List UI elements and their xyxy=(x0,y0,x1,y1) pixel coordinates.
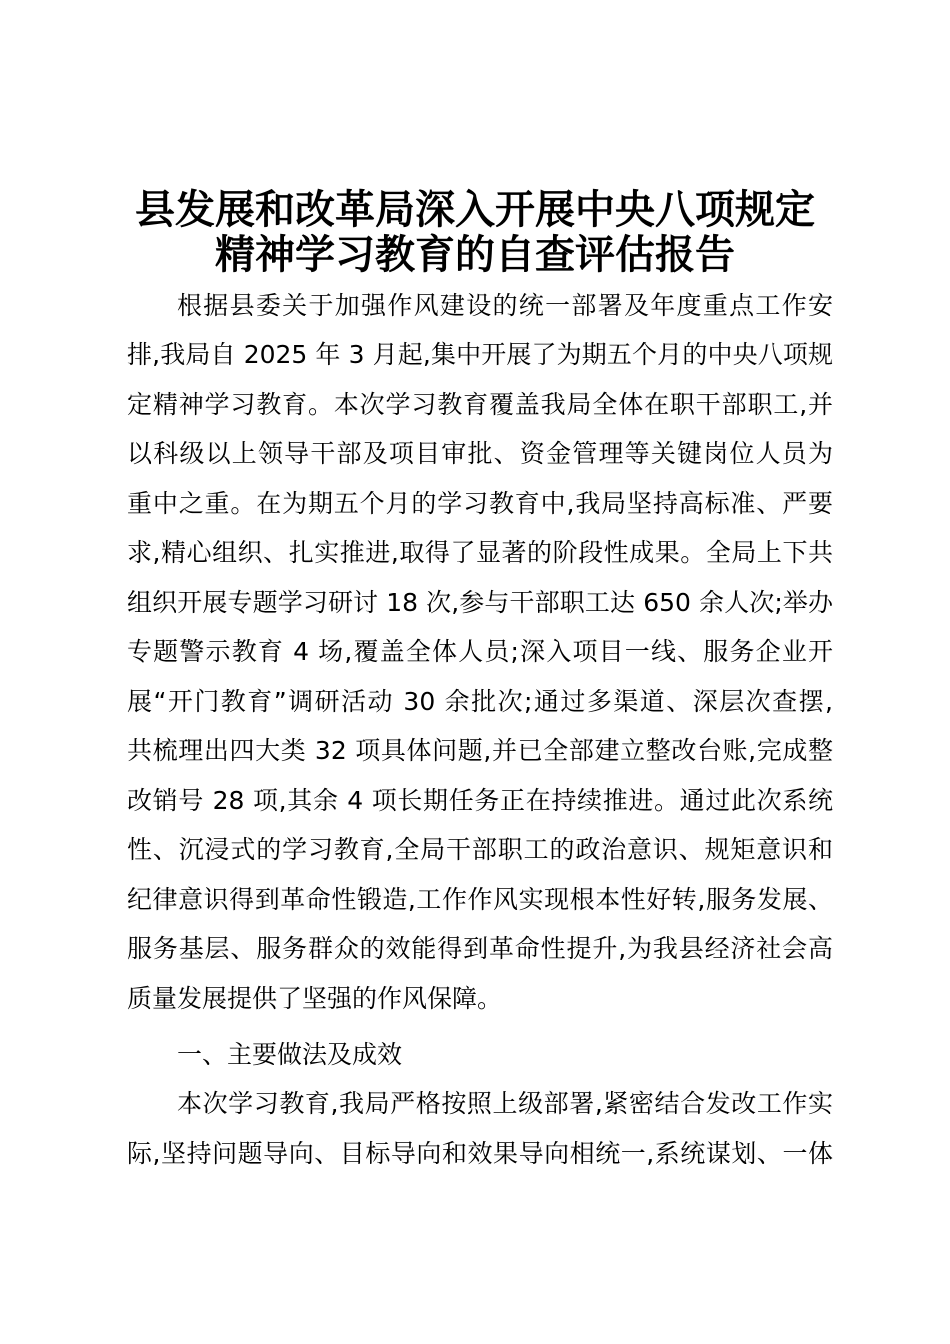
paragraph-line: 服务基层、服务群众的效能得到革命性提升,为我县经济社会高 xyxy=(127,934,833,963)
paragraph-line: 质量发展提供了坚强的作风保障。 xyxy=(127,984,503,1013)
paragraph-line: 共梳理出四大类 32 项具体问题,并已全部建立整改台账,完成整 xyxy=(127,736,833,765)
paragraph-line: 求,精心组织、扎实推进,取得了显著的阶段性成果。全局上下共 xyxy=(127,538,833,567)
paragraph-line: 性、沉浸式的学习教育,全局干部职工的政治意识、规矩意识和 xyxy=(127,835,833,864)
paragraph-line: 展“开门教育”调研活动 30 余批次;通过多渠道、深层次查摆, xyxy=(127,687,833,716)
section-heading: 一、主要做法及成效 xyxy=(177,1040,403,1069)
paragraph-line: 定精神学习教育。本次学习教育覆盖我局全体在职干部职工,并 xyxy=(127,390,833,419)
paragraph-line: 根据县委关于加强作风建设的统一部署及年度重点工作安 xyxy=(177,291,833,320)
paragraph-line: 专题警示教育 4 场,覆盖全体人员;深入项目一线、服务企业开 xyxy=(127,637,833,666)
paragraph-line: 改销号 28 项,其余 4 项长期任务正在持续推进。通过此次系统 xyxy=(127,786,833,815)
paragraph-line: 本次学习教育,我局严格按照上级部署,紧密结合发改工作实 xyxy=(177,1089,833,1118)
document-title-line-1: 县发展和改革局深入开展中央八项规定 xyxy=(135,187,815,233)
paragraph-line: 重中之重。在为期五个月的学习教育中,我局坚持高标准、严要 xyxy=(127,489,833,518)
document-title-line-2: 精神学习教育的自查评估报告 xyxy=(215,232,735,278)
paragraph-line: 纪律意识得到革命性锻造,工作作风实现根本性好转,服务发展、 xyxy=(127,885,833,914)
paragraph-line: 排,我局自 2025 年 3 月起,集中开展了为期五个月的中央八项规 xyxy=(127,340,833,369)
paragraph-line: 以科级以上领导干部及项目审批、资金管理等关键岗位人员为 xyxy=(127,439,833,468)
paragraph-line: 组织开展专题学习研讨 18 次,参与干部职工达 650 余人次;举办 xyxy=(127,588,833,617)
paragraph-line: 际,坚持问题导向、目标导向和效果导向相统一,系统谋划、一体 xyxy=(127,1139,833,1168)
